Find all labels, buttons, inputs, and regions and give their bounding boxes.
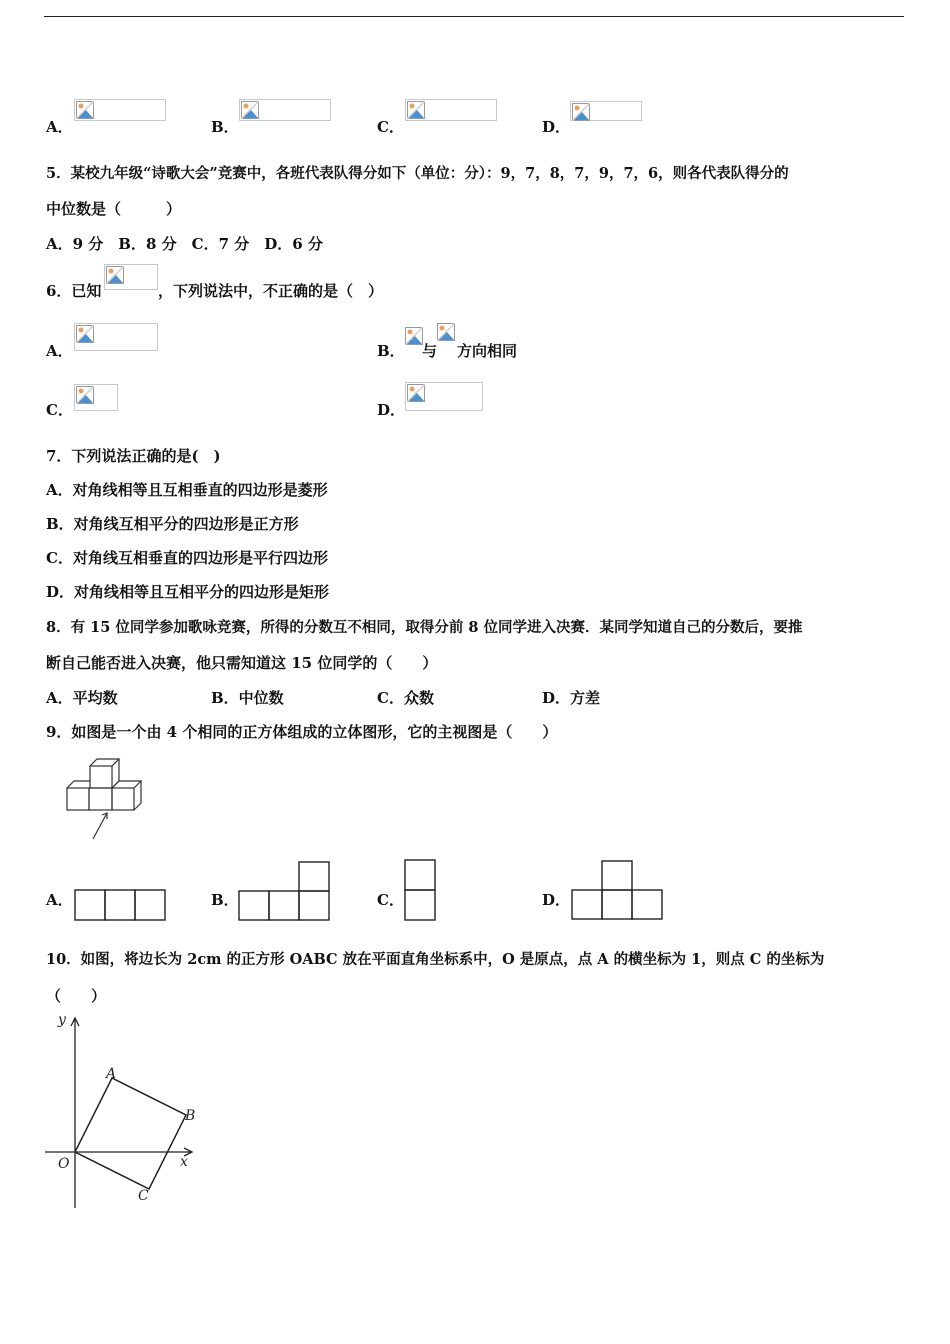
q6-option-c-image bbox=[74, 384, 118, 411]
q4-option-b-image bbox=[239, 99, 331, 121]
y-axis-label: y bbox=[58, 1012, 66, 1028]
broken-image-icon bbox=[407, 384, 425, 402]
q9-option-d-figure bbox=[570, 859, 664, 921]
point-c-label: C bbox=[138, 1188, 149, 1204]
q4-option-b-label: B． bbox=[211, 118, 239, 136]
q6-stem-suffix: ，下列说法中，不正确的是（ ） bbox=[158, 282, 384, 300]
q6-option-a-image bbox=[74, 323, 158, 351]
q5-stem-line2: 中位数是（ ） bbox=[46, 200, 182, 218]
q6-option-b-tail: 方向相同 bbox=[457, 342, 518, 360]
q4-option-a-image bbox=[74, 99, 166, 121]
q8-option-b: B．中位数 bbox=[211, 689, 284, 707]
q9-option-a-figure bbox=[74, 888, 166, 922]
broken-image-icon bbox=[437, 323, 455, 341]
q6-option-d-image bbox=[405, 382, 483, 411]
q6-option-b-image2 bbox=[437, 323, 457, 343]
broken-image-icon bbox=[106, 266, 124, 284]
q9-option-b-label: B． bbox=[211, 891, 239, 909]
q6-option-a-label: A． bbox=[46, 342, 73, 360]
q8-option-a: A．平均数 bbox=[46, 689, 118, 707]
q7-stem: 7．下列说法正确的是( ) bbox=[46, 447, 221, 465]
broken-image-icon bbox=[76, 101, 94, 119]
broken-image-icon bbox=[76, 386, 94, 404]
header-rule bbox=[44, 16, 904, 17]
q4-option-c-label: C． bbox=[377, 118, 404, 136]
q10-stem-line1: 10．如图，将边长为 2cm 的正方形 OABC 放在平面直角坐标系中，O 是原点，点 A 的横坐标为 1，则点 C 的坐标为 bbox=[46, 951, 825, 968]
q9-stem: 9．如图是一个由 4 个相同的正方体组成的立体图形，它的主视图是（ ） bbox=[46, 723, 558, 741]
broken-image-icon bbox=[241, 101, 259, 119]
square-oabc bbox=[75, 1078, 186, 1189]
q7-option-a: A．对角线相等且互相垂直的四边形是菱形 bbox=[46, 481, 328, 499]
origin-label: O bbox=[58, 1156, 70, 1172]
q7-option-c: C．对角线互相垂直的四边形是平行四边形 bbox=[46, 549, 328, 567]
q7-option-d: D．对角线相等且互相平分的四边形是矩形 bbox=[46, 583, 330, 601]
q6-given-image bbox=[104, 264, 158, 290]
q6-option-c-label: C． bbox=[46, 401, 73, 419]
q10-stem-line2: （ ） bbox=[46, 987, 107, 1005]
q4-option-c-image bbox=[405, 99, 497, 121]
q8-option-d: D．方差 bbox=[542, 689, 601, 707]
q4-option-d-image bbox=[570, 101, 642, 121]
broken-image-icon bbox=[405, 327, 423, 345]
q6-option-d-label: D． bbox=[377, 401, 406, 419]
q9-option-b-figure bbox=[237, 860, 331, 922]
q9-option-c-label: C． bbox=[377, 891, 404, 909]
q5-options: A．9 分 B．8 分 C．7 分 D．6 分 bbox=[46, 235, 323, 253]
point-a-label: A bbox=[106, 1066, 117, 1082]
q9-option-d-label: D． bbox=[542, 891, 571, 909]
q8-stem-line1: 8．有 15 位同学参加歌咏竞赛，所得的分数互不相同，取得分前 8 位同学进入决赛．某同学知道自己的分数后，要推 bbox=[46, 619, 803, 636]
q6-option-b-mid: 与 bbox=[422, 342, 438, 360]
q4-option-d-label: D． bbox=[542, 118, 571, 136]
q5-stem-line1: 5．某校九年级“诗歌大会”竞赛中，各班代表队得分如下（单位：分）：9，7，8，7，9，7，6，则各代表队得分的 bbox=[46, 165, 789, 182]
q9-solid-figure bbox=[62, 755, 148, 845]
q6-stem-prefix: 6．已知 bbox=[46, 282, 102, 300]
broken-image-icon bbox=[76, 325, 94, 343]
q10-coordinate-figure bbox=[40, 1008, 200, 1213]
q7-option-b: B．对角线互相平分的四边形是正方形 bbox=[46, 515, 299, 533]
x-axis-label: x bbox=[180, 1154, 188, 1170]
broken-image-icon bbox=[407, 101, 425, 119]
q8-stem-line2: 断自己能否进入决赛，他只需知道这 15 位同学的（ ） bbox=[46, 654, 438, 672]
broken-image-icon bbox=[572, 103, 590, 121]
q6-option-b-label: B． bbox=[377, 342, 405, 360]
q8-option-c: C．众数 bbox=[377, 689, 434, 707]
point-b-label: B bbox=[185, 1108, 196, 1124]
q9-option-c-figure bbox=[404, 859, 436, 921]
q9-option-a-label: A． bbox=[46, 891, 73, 909]
q4-option-a-label: A． bbox=[46, 118, 73, 136]
